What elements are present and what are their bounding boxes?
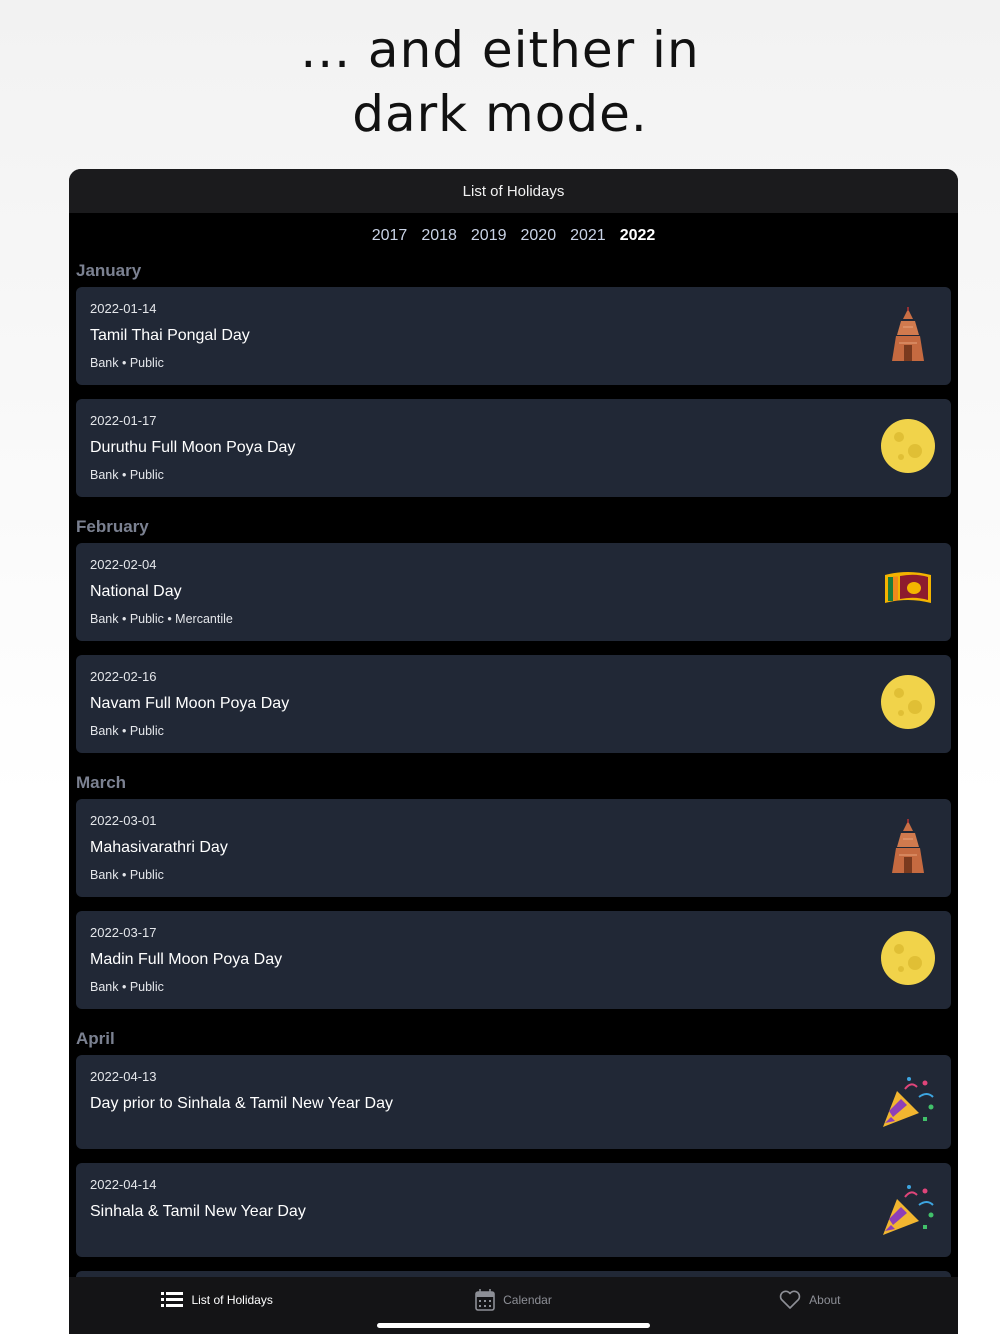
party-popper-icon <box>879 1073 937 1131</box>
holiday-card[interactable] <box>76 1163 951 1257</box>
holiday-card[interactable] <box>76 911 951 1009</box>
month-header: January <box>76 261 142 280</box>
temple-icon <box>879 817 937 875</box>
holiday-date: 2022-03-01 <box>90 813 157 828</box>
holiday-card[interactable] <box>76 655 951 753</box>
tab-label: About <box>809 1292 841 1307</box>
holiday-card[interactable] <box>76 287 951 385</box>
holiday-name: Duruthu Full Moon Poya Day <box>90 439 296 456</box>
year-2017[interactable]: 2017 <box>371 227 408 244</box>
tab-label: Calendar <box>503 1292 552 1307</box>
holiday-card[interactable] <box>76 799 951 897</box>
year-2018[interactable]: 2018 <box>421 227 457 244</box>
nav-bar <box>69 169 958 213</box>
year-2021[interactable]: 2021 <box>570 227 606 244</box>
holiday-card[interactable] <box>76 1055 951 1149</box>
holiday-date: 2022-04-14 <box>90 1177 157 1192</box>
holiday-card[interactable] <box>76 543 951 641</box>
holiday-date: 2022-02-16 <box>90 669 157 684</box>
list-icon <box>161 1291 183 1309</box>
holiday-date: 2022-02-04 <box>90 557 157 572</box>
holiday-name: Tamil Thai Pongal Day <box>90 327 250 344</box>
tab-list-of-holidays[interactable] <box>69 1277 365 1334</box>
tab-about[interactable] <box>662 1277 958 1334</box>
headline <box>0 18 1000 146</box>
holiday-date: 2022-01-17 <box>90 413 157 428</box>
party-popper-icon <box>879 1181 937 1239</box>
holiday-name: Mahasivarathri Day <box>90 839 228 856</box>
holiday-name: Sinhala & Tamil New Year Day <box>90 1203 306 1220</box>
headline-line-1: ... and either in <box>300 21 700 79</box>
year-2022[interactable]: 2022 <box>619 227 656 244</box>
device-screen <box>69 169 958 1334</box>
holiday-name: Day prior to Sinhala & Tamil New Year Day <box>90 1095 393 1112</box>
headline-line-2: dark mode. <box>352 85 648 143</box>
month-header: February <box>76 517 149 536</box>
holiday-tags: Bank • Public <box>90 980 164 994</box>
holiday-date: 2022-01-14 <box>90 301 157 316</box>
tab-label: List of Holidays <box>191 1292 273 1307</box>
holiday-name: Madin Full Moon Poya Day <box>90 951 283 968</box>
temple-icon <box>879 305 937 363</box>
holiday-name: National Day <box>90 583 182 600</box>
holiday-tags: Bank • Public <box>90 868 164 882</box>
holiday-tags: Bank • Public • Mercantile <box>90 612 233 626</box>
year-selector <box>69 217 958 255</box>
heart-icon <box>779 1290 801 1310</box>
home-indicator <box>377 1323 650 1328</box>
holiday-name: Navam Full Moon Poya Day <box>90 695 290 712</box>
full-moon-icon <box>879 929 937 987</box>
holiday-tags: Bank • Public <box>90 724 164 738</box>
holiday-list[interactable] <box>69 255 958 1277</box>
month-header: April <box>76 1029 115 1048</box>
holiday-date: 2022-04-13 <box>90 1069 157 1084</box>
full-moon-icon <box>879 673 937 731</box>
holiday-date: 2022-03-17 <box>90 925 157 940</box>
holiday-tags: Bank • Public <box>90 356 164 370</box>
holiday-card[interactable] <box>76 399 951 497</box>
sri-lanka-flag-icon <box>879 561 937 619</box>
nav-title: List of Holidays <box>462 182 565 200</box>
full-moon-icon <box>879 417 937 475</box>
holiday-tags: Bank • Public <box>90 468 164 482</box>
year-2020[interactable]: 2020 <box>520 227 557 244</box>
month-header: March <box>76 773 127 792</box>
year-2019[interactable]: 2019 <box>470 227 507 244</box>
calendar-icon <box>475 1289 495 1311</box>
